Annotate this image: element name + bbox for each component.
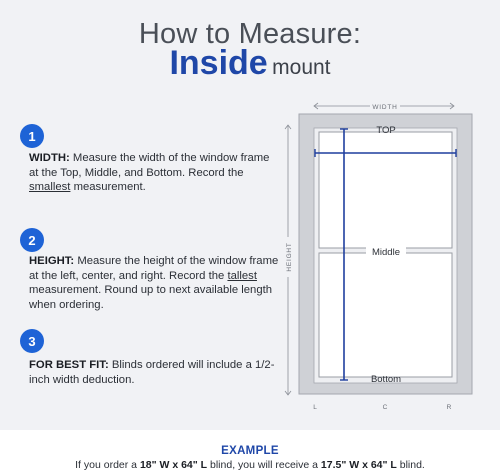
example-text-1: If you order a <box>75 459 140 471</box>
example-receive-size: 17.5" W x 64" L <box>320 459 397 471</box>
step-2-label: HEIGHT: <box>29 255 75 267</box>
step-1-text <box>29 151 279 195</box>
subtitle-mount: mount <box>272 56 331 79</box>
step-1-emphasis: smallest <box>29 181 71 193</box>
window-diagram <box>270 95 482 417</box>
width-label: WIDTH <box>372 104 398 111</box>
page-subtitle <box>0 44 500 83</box>
step-3-body: Blinds ordered will include a 1/2-inch width deduction. <box>29 359 275 386</box>
page-title: How to Measure: <box>138 18 362 50</box>
top-label: TOP <box>376 125 396 136</box>
height-label: HEIGHT <box>286 242 293 272</box>
step-2-number: 2 <box>20 228 44 252</box>
step-3-label: FOR BEST FIT: <box>29 359 109 371</box>
right-marker-label: R <box>446 404 452 411</box>
step-1-number: 1 <box>20 124 44 148</box>
example-order-size: 18" W x 64" L <box>139 459 208 471</box>
step-1-body-end: measurement. <box>70 181 146 193</box>
step-3-number: 3 <box>20 329 44 353</box>
step-3-text <box>29 358 279 387</box>
step-2-text <box>29 254 279 312</box>
step-2-body-end: measurement. Round up to next available length when ordering. <box>29 284 273 311</box>
step-2-body: Measure the height of the window frame at the left, center, and right. Record the <box>29 255 279 282</box>
example-text-3: blind. <box>396 459 425 471</box>
upper-sash <box>319 132 452 248</box>
lower-sash <box>319 253 452 377</box>
bottom-label: Bottom <box>370 374 402 385</box>
example-text-2: blind, you will receive a <box>207 459 321 471</box>
middle-label: Middle <box>372 247 400 258</box>
center-marker-label: C <box>382 404 388 411</box>
example-title: EXAMPLE <box>221 445 279 457</box>
subtitle-inside: Inside <box>169 44 268 82</box>
left-marker-label: L <box>313 404 317 411</box>
step-2-emphasis: tallest <box>227 269 257 282</box>
example-text <box>0 459 500 471</box>
step-1-label: WIDTH: <box>29 152 70 164</box>
step-1-body: Measure the width of the window frame at the Top, Middle, and Bottom. Record the <box>29 152 270 179</box>
